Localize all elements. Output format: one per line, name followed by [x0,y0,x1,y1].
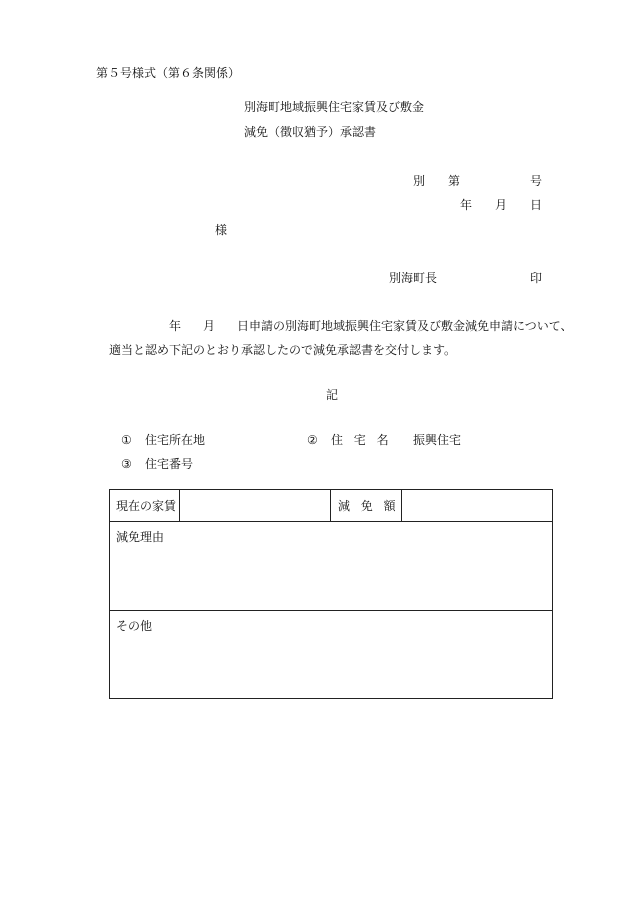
reduction-reason-label: 減免理由 [116,530,165,544]
issuer-title: 別海町長 [389,271,438,285]
date-month: 月 [495,198,508,212]
date-year: 年 [460,198,473,212]
reduction-amount-label: 減免額 [338,499,407,513]
ki-heading: 記 [326,388,339,402]
item1-label: 住宅所在地 [145,433,206,447]
item2-value: 振興住宅 [413,433,462,447]
addressee-suffix: 様 [215,223,228,237]
document-title-line1: 別海町地域振興住宅家賃及び敷金 [244,100,425,114]
body-year: 年 [169,319,182,333]
details-table [109,489,553,699]
item2-label: 住宅名 [331,433,400,447]
item3-label: 住宅番号 [145,457,194,471]
row-divider-1 [110,521,552,522]
current-rent-label: 現在の家賃 [116,499,177,513]
document-title-line2: 減免（徴収猶予）承認書 [244,125,377,139]
seal-mark: 印 [530,271,543,285]
item2-number: ② [307,433,318,447]
date-day: 日 [530,198,543,212]
item3-number: ③ [121,457,132,471]
col-divider-2 [330,490,331,522]
ref-part2: 第 [448,174,461,188]
item1-number: ① [121,433,132,447]
form-number: 第５号様式（第６条関係） [96,66,241,80]
ref-part3: 号 [530,174,543,188]
body-line1: 日申請の別海町地域振興住宅家賃及び敷金減免申請について、 [237,319,573,333]
body-line2: 適当と認め下記のとおり承認したので減免承認書を交付します。 [109,343,457,357]
body-month: 月 [203,319,216,333]
row-divider-2 [110,610,552,611]
col-divider-1 [179,490,180,522]
ref-part1: 別 [413,174,426,188]
other-label: その他 [116,619,153,633]
